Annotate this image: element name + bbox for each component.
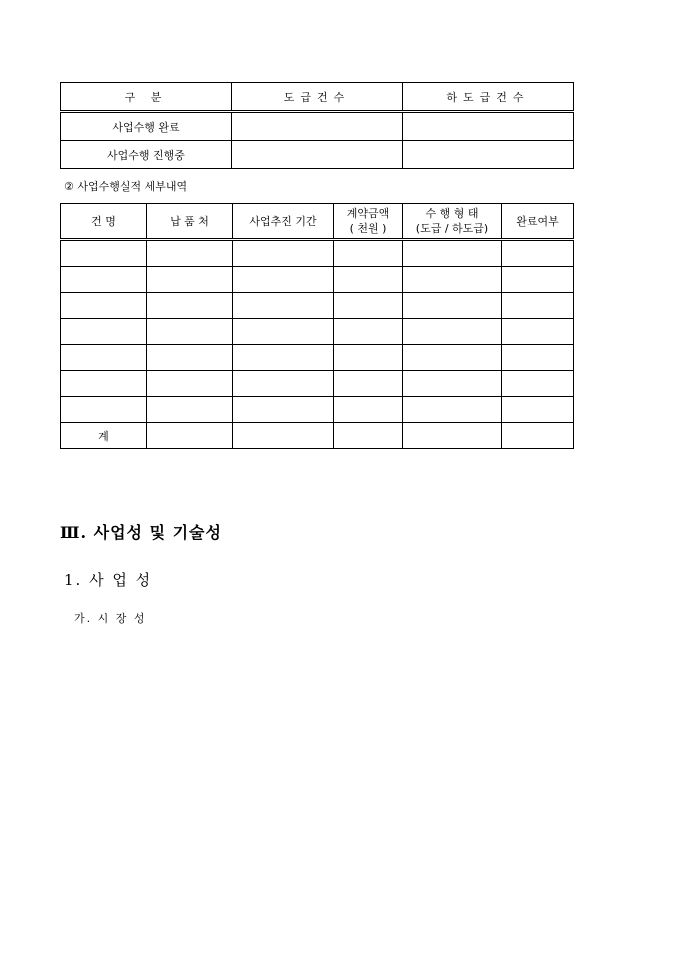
summary-header-row: [61, 83, 574, 112]
detail-cell[interactable]: [147, 293, 233, 319]
detail-cell[interactable]: [502, 293, 574, 319]
detail-cell[interactable]: [403, 423, 502, 449]
detail-header-client: 납 품 처: [147, 204, 233, 240]
detail-row-label[interactable]: [61, 240, 147, 267]
summary-cell[interactable]: [232, 141, 403, 169]
detail-row-label[interactable]: [61, 345, 147, 371]
table-row: [61, 141, 574, 169]
detail-cell[interactable]: [233, 267, 334, 293]
detail-cell[interactable]: [334, 319, 403, 345]
detail-cell[interactable]: [334, 423, 403, 449]
detail-cell[interactable]: [403, 293, 502, 319]
detail-cell[interactable]: [334, 240, 403, 267]
summary-cell[interactable]: [403, 141, 574, 169]
summary-cell[interactable]: [403, 112, 574, 141]
detail-cell[interactable]: [147, 397, 233, 423]
summary-header-contract-count: 도급건수: [232, 83, 403, 112]
detail-table: [60, 203, 574, 449]
table-row: [61, 345, 574, 371]
sub-heading: 1. 사 업 성: [64, 571, 153, 589]
detail-cell[interactable]: [334, 397, 403, 423]
detail-cell[interactable]: [147, 319, 233, 345]
table-row: [61, 319, 574, 345]
detail-cell[interactable]: [334, 371, 403, 397]
table-row: [61, 371, 574, 397]
detail-caption: ② 사업수행실적 세부내역: [64, 180, 188, 193]
summary-table: [60, 82, 574, 169]
table-row: [61, 240, 574, 267]
table-row: [61, 397, 574, 423]
detail-row-label[interactable]: [61, 293, 147, 319]
detail-cell[interactable]: [502, 345, 574, 371]
detail-cell[interactable]: [147, 240, 233, 267]
detail-row-label[interactable]: [61, 319, 147, 345]
detail-cell[interactable]: [334, 345, 403, 371]
detail-cell[interactable]: [233, 293, 334, 319]
detail-cell[interactable]: [502, 319, 574, 345]
table-row: [61, 112, 574, 141]
detail-cell[interactable]: [403, 371, 502, 397]
detail-cell[interactable]: [403, 397, 502, 423]
detail-cell[interactable]: [403, 319, 502, 345]
section-heading: Ⅲ. 사업성 및 기술성: [60, 523, 222, 542]
table-row: [61, 423, 574, 449]
sub-sub-heading: 가. 시 장 성: [74, 612, 147, 625]
detail-cell[interactable]: [147, 371, 233, 397]
detail-cell[interactable]: [403, 240, 502, 267]
detail-cell[interactable]: [147, 345, 233, 371]
detail-header-row: [61, 204, 574, 240]
detail-cell[interactable]: [233, 371, 334, 397]
summary-row-label: 사업수행 완료: [61, 112, 232, 141]
detail-cell[interactable]: [233, 423, 334, 449]
detail-cell[interactable]: [334, 293, 403, 319]
detail-header-completion: 완료여부: [502, 204, 574, 240]
table-row: [61, 293, 574, 319]
detail-cell[interactable]: [233, 240, 334, 267]
detail-row-label[interactable]: [61, 267, 147, 293]
detail-header-performance-type: 수 행 형 태 (도급 / 하도급): [403, 204, 502, 240]
detail-cell[interactable]: [147, 423, 233, 449]
detail-cell[interactable]: [233, 397, 334, 423]
detail-cell[interactable]: [403, 267, 502, 293]
detail-cell[interactable]: [233, 345, 334, 371]
detail-cell[interactable]: [502, 397, 574, 423]
detail-cell[interactable]: [502, 240, 574, 267]
detail-cell[interactable]: [147, 267, 233, 293]
detail-cell[interactable]: [502, 423, 574, 449]
summary-cell[interactable]: [232, 112, 403, 141]
detail-cell[interactable]: [502, 371, 574, 397]
detail-header-project-name: 건 명: [61, 204, 147, 240]
detail-row-label: 계: [61, 423, 147, 449]
summary-header-subcontract-count: 하도급건수: [403, 83, 574, 112]
detail-header-period: 사업추진 기간: [233, 204, 334, 240]
detail-cell[interactable]: [334, 267, 403, 293]
detail-header-contract-amount: 계약금액 ( 천원 ): [334, 204, 403, 240]
table-row: [61, 267, 574, 293]
detail-row-label[interactable]: [61, 371, 147, 397]
detail-cell[interactable]: [502, 267, 574, 293]
summary-header-division: 구 분: [61, 83, 232, 112]
detail-row-label[interactable]: [61, 397, 147, 423]
summary-row-label: 사업수행 진행중: [61, 141, 232, 169]
detail-cell[interactable]: [233, 319, 334, 345]
detail-cell[interactable]: [403, 345, 502, 371]
